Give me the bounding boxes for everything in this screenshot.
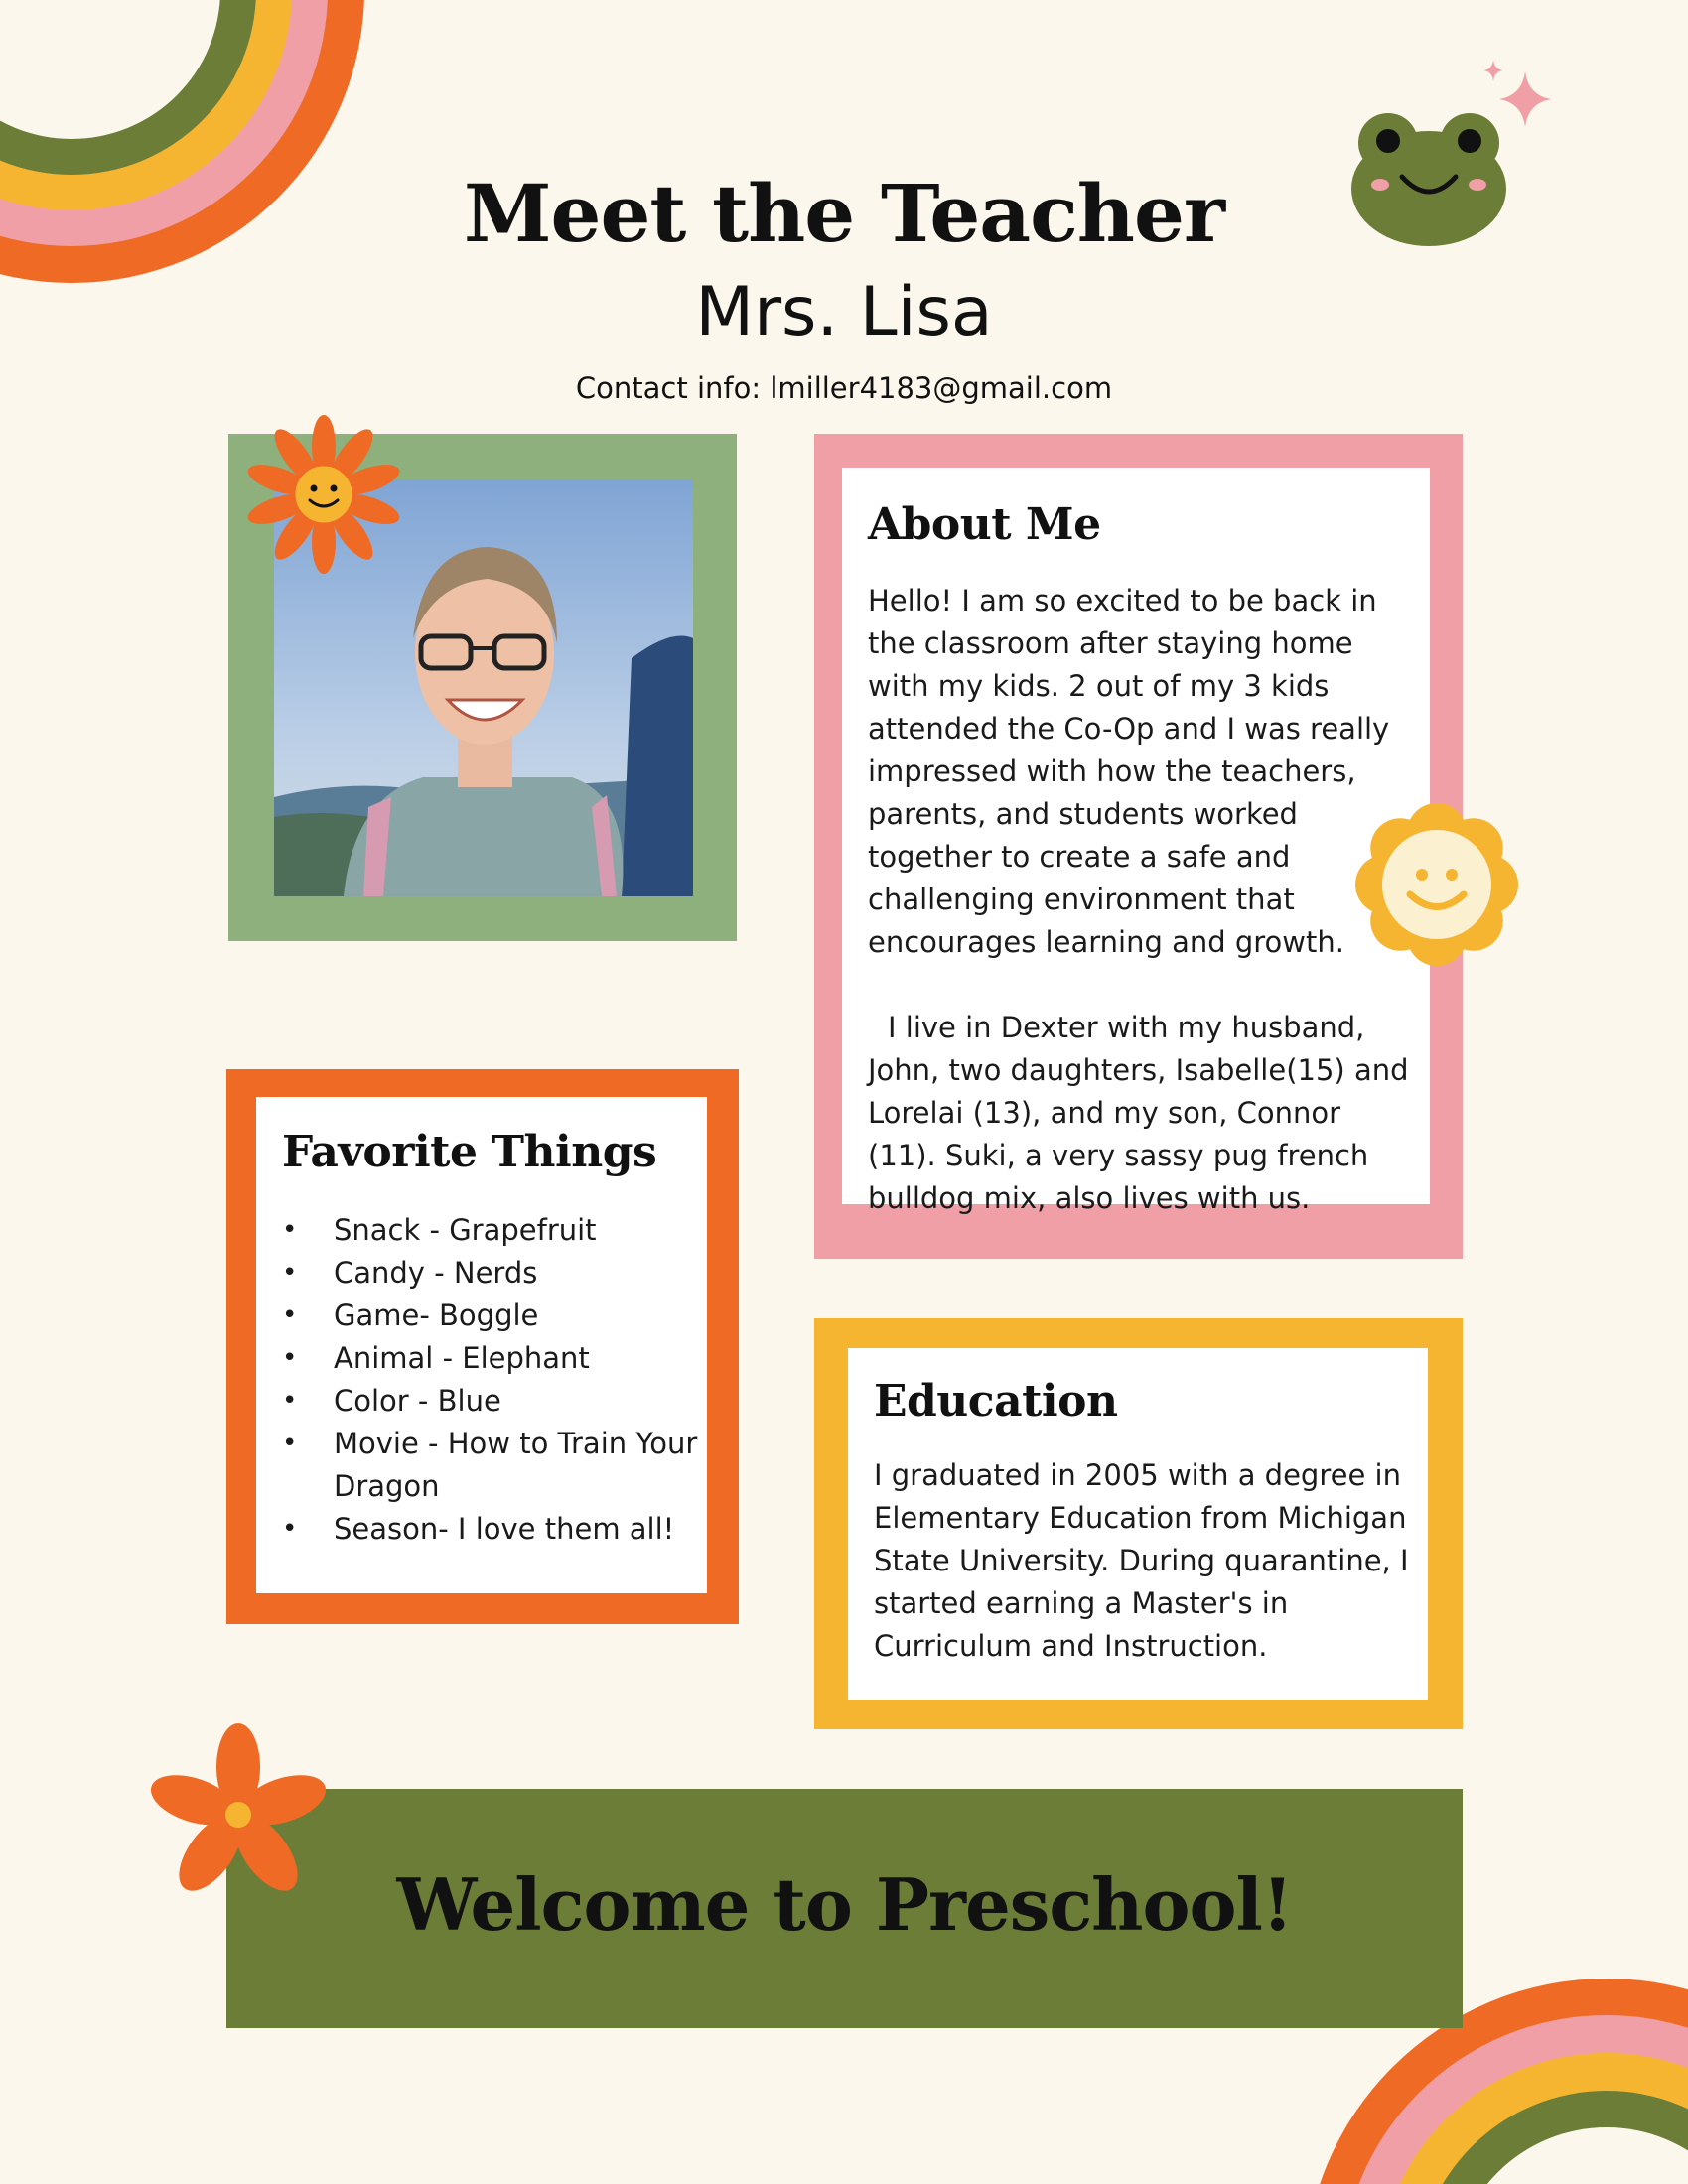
smiley-flower-icon [1352, 800, 1521, 969]
favorites-frame [226, 1069, 739, 1624]
contact-info: Contact info: lmiller4183@gmail.com [575, 371, 1113, 405]
list-item: • Animal - Elephant [282, 1337, 699, 1380]
education-heading: Education [874, 1376, 1118, 1427]
welcome-banner [226, 1789, 1463, 2028]
welcome-text: Welcome to Preschool! [396, 1862, 1293, 1947]
page-title: Meet the Teacher [463, 167, 1225, 260]
favorites-card [256, 1097, 707, 1593]
rainbow-icon-top-left [0, 0, 377, 308]
education-frame [814, 1318, 1463, 1729]
favorites-list [282, 1209, 699, 1551]
about-card [842, 468, 1430, 1215]
flower-icon-banner [149, 1719, 328, 1908]
sparkle-icon [1477, 58, 1557, 141]
list-item: • Candy - Nerds [282, 1252, 699, 1295]
list-item: • Snack - Grapefruit [282, 1209, 699, 1252]
about-paragraph-1: Hello! I am so excited to be back in the classroom after staying home with my kids. 2 out of my 3 kids attended the Co-Op and I was really impressed with how the teachers, parents, and students worked together to create a safe and challenging environment that encourages learning and growth. [868, 584, 1390, 959]
list-item: • Movie - How to Train Your Dragon [282, 1423, 699, 1508]
list-item: • Game- Boggle [282, 1295, 699, 1337]
flower-icon-photo [244, 415, 403, 574]
education-text: I graduated in 2005 with a degree in Elementary Education from Michigan State University. During quarantine, I started earning a Master's in Curriculum and Instruction. [874, 1458, 1409, 1663]
education-card [848, 1348, 1428, 1700]
favorites-heading: Favorite Things [282, 1127, 657, 1177]
list-item: • Season- I love them all! [282, 1508, 699, 1551]
list-item: • Color - Blue [282, 1380, 699, 1423]
about-heading: About Me [868, 499, 1101, 550]
teacher-name: Mrs. Lisa [695, 273, 993, 351]
about-paragraph-2: I live in Dexter with my husband, John, two daughters, Isabelle(15) and Lorelai (13), and my son, Connor (11). Suki, a very sassy pug french bulldog mix, also lives with us. [868, 1011, 1409, 1215]
